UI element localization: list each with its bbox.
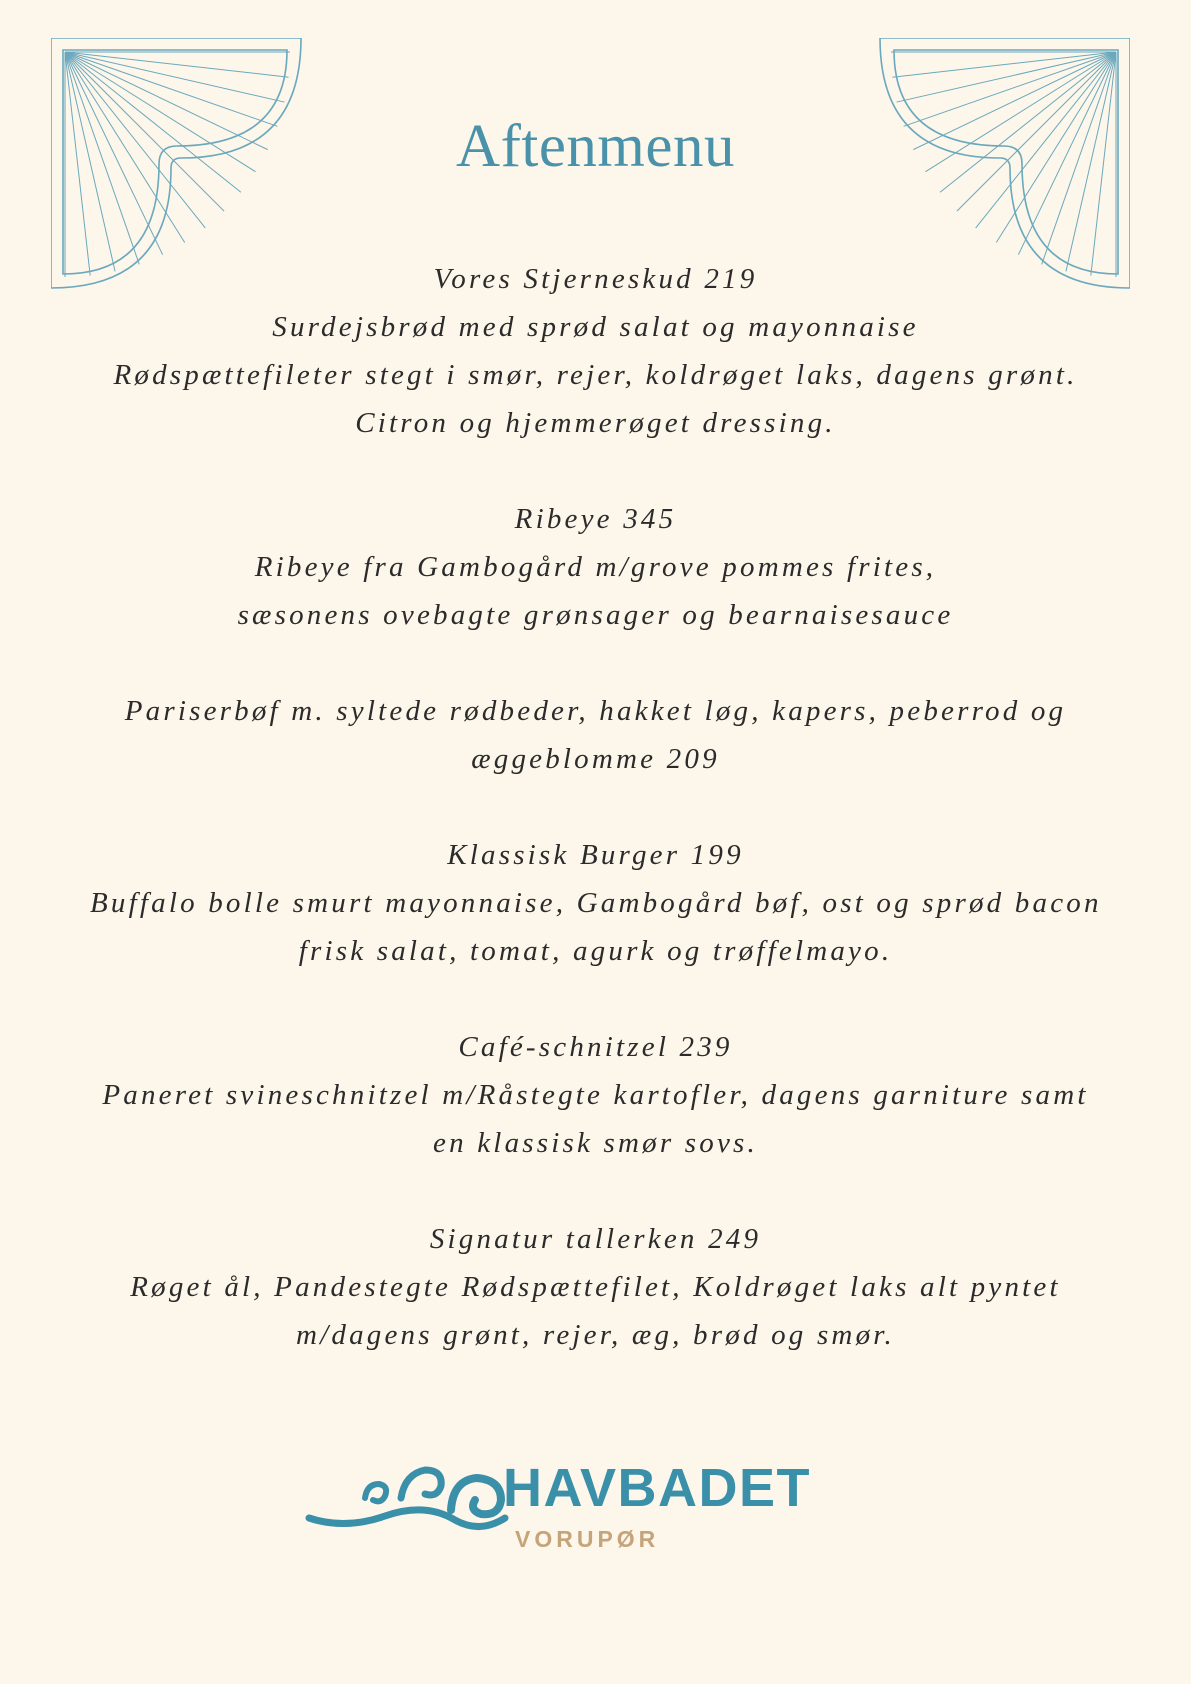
menu-item-description: Rødspættefileter stegt i smør, rejer, koldrøget laks, dagens grønt. (113, 359, 1078, 391)
menu-item-description: Buffalo bolle smurt mayonnaise, Gambogård bøf, ost og sprød bacon (90, 887, 1102, 919)
logo-subtitle: VORUPØR (515, 1526, 660, 1552)
menu-item-heading: Vores Stjerneskud 219 (433, 263, 758, 295)
menu-item-description: Paneret svineschnitzel m/Råstegte kartofler, dagens garniture samt (102, 1079, 1089, 1111)
menu-list (90, 255, 1101, 1407)
menu-item-description: m/dagens grønt, rejer, æg, brød og smør. (295, 1319, 895, 1351)
menu-item-description: Surdejsbrød med sprød salat og mayonnaise (272, 311, 919, 343)
menu-item-description: Røget ål, Pandestegte Rødspættefilet, Koldrøget laks alt pyntet (130, 1271, 1061, 1303)
havbadet-logo (305, 1458, 895, 1578)
menu-item-description: æggeblomme 209 (471, 743, 720, 775)
menu-item-heading: Café-schnitzel 239 (458, 1031, 733, 1063)
menu-item (90, 1023, 1101, 1167)
menu-item-description: frisk salat, tomat, agurk og trøffelmayo. (298, 935, 893, 967)
logo-name: HAVBADET (503, 1458, 811, 1518)
menu-item-description: Citron og hjemmerøget dressing. (355, 407, 836, 439)
menu-item-heading: Klassisk Burger 199 (447, 839, 744, 871)
menu-item-heading: Ribeye 345 (514, 503, 677, 535)
menu-item-heading: Signatur tallerken 249 (429, 1223, 762, 1255)
menu-item-description: sæsonens ovebagte grønsager og bearnaisesauce (237, 599, 954, 631)
ornament-ray (65, 52, 284, 102)
menu-item-description: en klassisk smør sovs. (433, 1127, 758, 1159)
menu-item (90, 687, 1101, 783)
wave-icon (305, 1458, 515, 1538)
menu-item (90, 255, 1101, 447)
menu-item-description: Ribeye fra Gambogård m/grove pommes frites, (254, 551, 937, 583)
menu-item-description: Pariserbøf m. syltede rødbeder, hakket løg, kapers, peberrod og (124, 695, 1067, 727)
menu-item (90, 495, 1101, 639)
ornament-ray (897, 52, 1116, 102)
page-title: Aftenmenu (456, 113, 735, 180)
menu-item (90, 1215, 1101, 1359)
menu-item (90, 831, 1101, 975)
